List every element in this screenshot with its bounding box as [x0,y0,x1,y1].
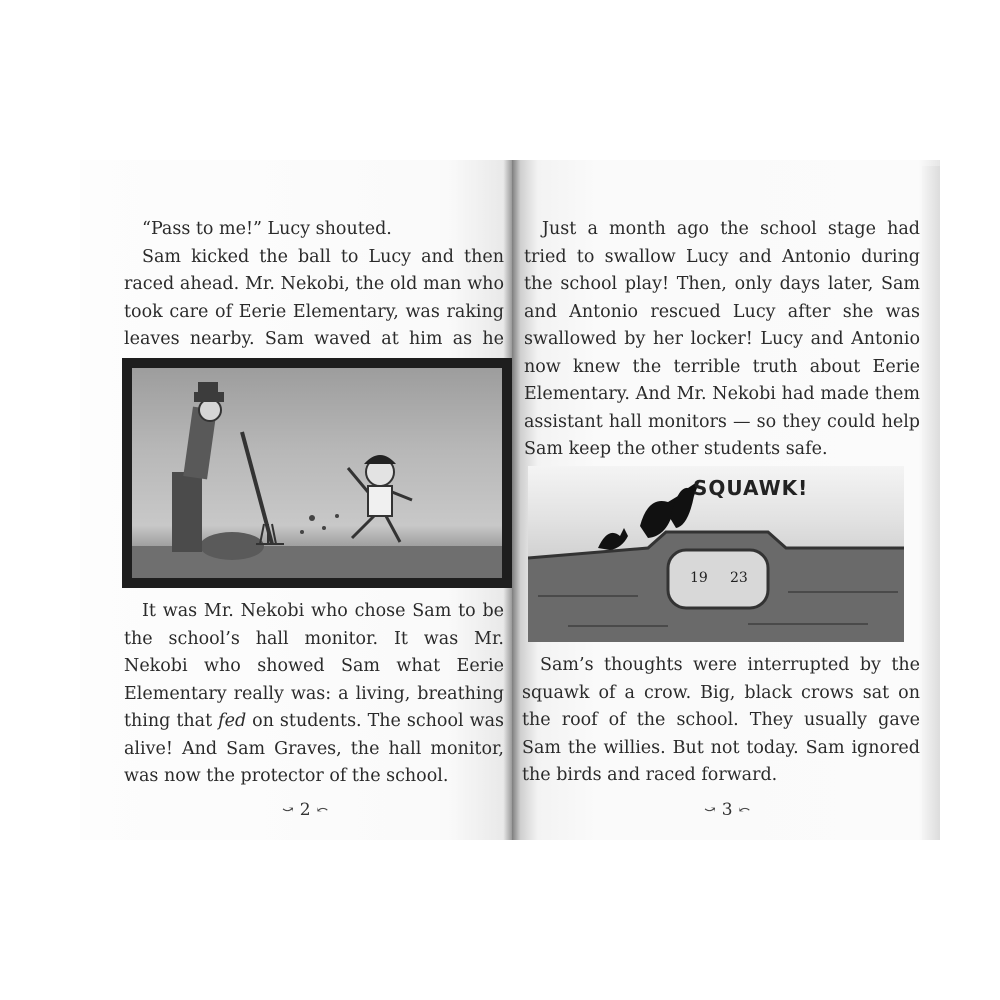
left-text-bottom [124,598,504,791]
left-paragraph-3-start: It was Mr. Nekobi who chose Sam to be the school’s hall monitor. It was Mr. Nekobi who showed Sam what Eerie Elementary really was: a living, breathing thing that [124,601,504,731]
left-ornament-icon: ⤻ [704,802,716,818]
left-ornament-icon: ⤻ [282,802,294,818]
squawk-sound-effect: SQUAWK! [693,476,809,500]
plaque-year-left: 19 [690,570,708,586]
school-roof-illustration [528,466,904,642]
plaque-year-right: 23 [730,570,748,586]
left-page [80,160,512,840]
right-text-top [524,216,920,464]
left-paragraph-3 [124,598,504,791]
right-ornament-icon: ⤺ [738,802,751,818]
right-paragraph-2: Sam’s thoughts were interrupted by the squawk of a crow. Big, black crows sat on the roof of the school. They usually gave Sam the willies. But not today. Sam ignored the birds and raced forward. [522,655,920,785]
right-ornament-icon: ⤺ [316,802,329,818]
left-paragraph-1: “Pass to me!” Lucy shouted. [142,219,392,239]
left-paragraph-3-end: on students. The school was alive! And Sam Graves, the hall monitor, was now the protector of the school. [124,711,504,786]
caretaker-illustration [122,358,512,588]
left-page-number [282,800,328,820]
right-page-number-text: 3 [721,800,733,820]
left-page-number-text: 2 [299,800,311,820]
right-text-bottom [522,652,920,790]
left-paragraph-3-italic: fed [218,711,247,731]
book-spread [80,160,940,840]
right-page-number [704,800,750,820]
page-edge [922,166,940,840]
right-paragraph-1: Just a month ago the school stage had tried to swallow Lucy and Antonio during the school play! Then, only days later, Sam and Antonio rescued Lucy after she was swallowed by her locker! Lucy and Antonio now knew the terrible truth about Eerie Elementary. And Mr. Nekobi had made them assistant hall monitors — so they could help Sam keep the other students safe. [524,219,920,459]
left-text-top [124,216,504,381]
left-paragraph-2: Sam kicked the ball to Lucy and then raced ahead. Mr. Nekobi, the old man who took care of Eerie Elementary, was raking leaves nearby. Sam waved at him as he [124,246,504,349]
caretaker-scene-image [132,368,502,578]
